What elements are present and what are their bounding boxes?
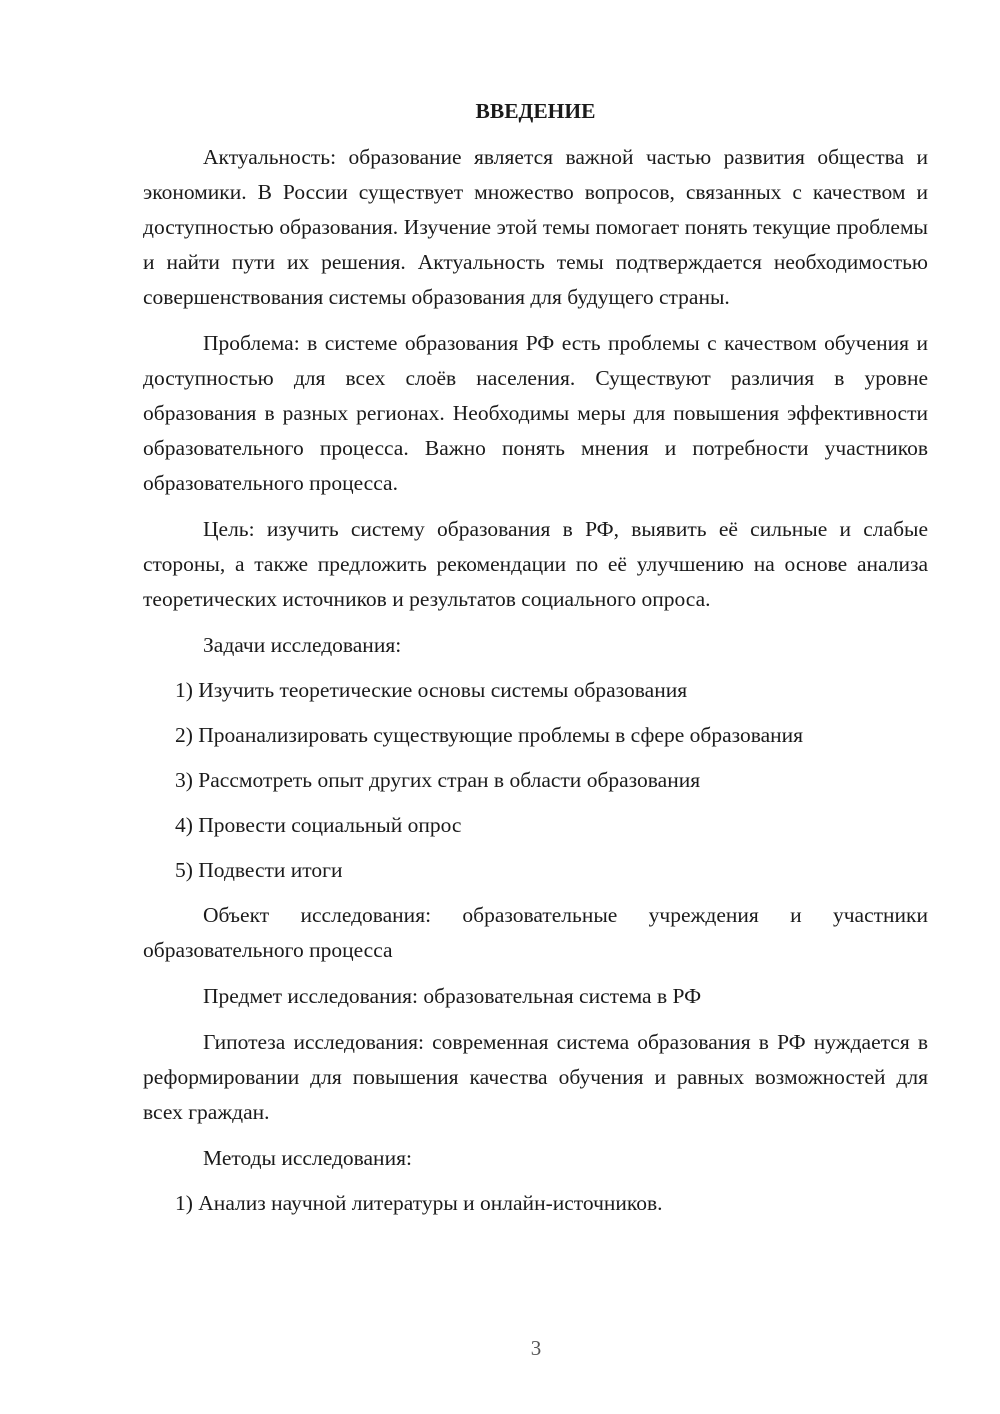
subject-paragraph: Предмет исследования: образовательная система в РФ [203, 984, 702, 1008]
list-item: 5) Подвести итоги [175, 858, 343, 882]
tasks-heading: Задачи исследования: [203, 633, 402, 657]
list-item: 2) Проанализировать существующие проблемы в сфере образования [175, 723, 804, 747]
list-item: 4) Провести социальный опрос [175, 813, 462, 837]
goal-paragraph: Цель: изучить систему образования в РФ, выявить её сильные и слабые стороны, а также предложить рекомендации по её улучшению на основе анализа теоретических источников и результатов социального опроса. [143, 517, 928, 611]
list-item: 1) Изучить теоретические основы системы образования [175, 678, 688, 702]
document-page [143, 96, 928, 1231]
list-item: 3) Рассмотреть опыт других стран в области образования [175, 768, 701, 792]
methods-heading: Методы исследования: [203, 1146, 412, 1170]
hypothesis-paragraph: Гипотеза исследования: современная система образования в РФ нуждается в реформировании для повышения качества обучения и равных возможностей для всех граждан. [143, 1030, 928, 1124]
section-title: ВВЕДЕНИЕ [475, 99, 596, 123]
problem-paragraph: Проблема: в системе образования РФ есть проблемы с качеством обучения и доступностью для всех слоёв населения. Существуют различия в уровне образования в разных регионах. Необходимы меры для повышения эффективности образовательного процесса. Важно понять мнения и потребности участников образовательного процесса. [143, 331, 928, 495]
relevance-paragraph: Актуальность: образование является важной частью развития общества и экономики. В России существует множество вопросов, связанных с качеством и доступностью образования. Изучение этой темы помогает понять текущие проблемы и найти пути их решения. Актуальность темы подтверждается необходимостью совершенствования системы образования для будущего страны. [143, 145, 928, 309]
object-paragraph: Объект исследования: образовательные учреждения и участники образовательного процесса [143, 903, 928, 962]
page-number: 3 [530, 1336, 542, 1360]
list-item: 1) Анализ научной литературы и онлайн-источников. [175, 1191, 663, 1215]
